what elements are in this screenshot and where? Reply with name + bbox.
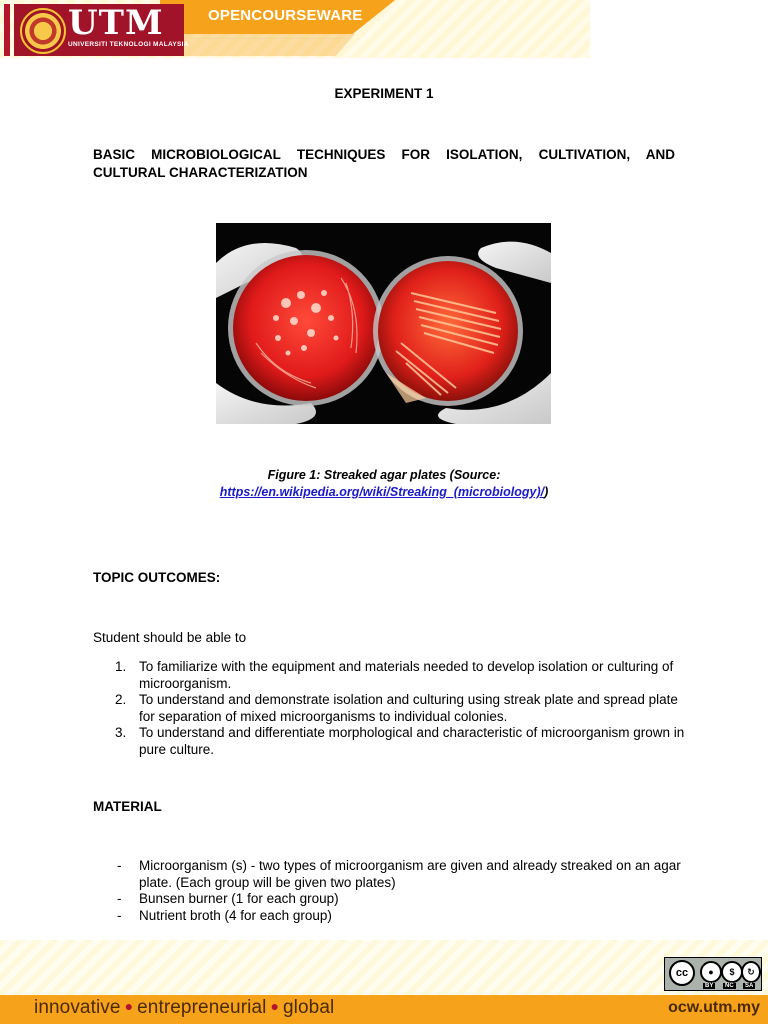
list-item-text: To understand and differentiate morphological and characteristic of microorganism grown in pure culture. bbox=[139, 725, 685, 757]
slogan-entrepreneurial: entrepreneurial bbox=[137, 997, 267, 1018]
list-item-text: Microorganism (s) - two types of microorganism are given and already streaked on an agar plate. (Each group will be given two plates) bbox=[139, 858, 681, 890]
license-nc-label: NC bbox=[725, 983, 734, 989]
document-title: EXPERIMENT 1 bbox=[334, 86, 434, 101]
material-heading: MATERIAL bbox=[93, 799, 162, 814]
list-item-bullet: - bbox=[117, 891, 122, 907]
agar-plates-illustration bbox=[216, 223, 551, 424]
bullet-dot-icon: ● bbox=[124, 998, 134, 1014]
cc-icon: cc bbox=[669, 960, 695, 986]
utm-logo-subtext: UNIVERSITI TEKNOLOGI MALAYSIA bbox=[68, 41, 189, 48]
noncommercial-icon: $ bbox=[721, 961, 743, 983]
list-item-number: 3. bbox=[115, 725, 127, 741]
document-subtitle: BASIC MICROBIOLOGICAL TECHNIQUES FOR ISOLATION, CULTIVATION, AND CULTURAL CHARACTERIZATION bbox=[93, 147, 675, 180]
agar-plates-photo bbox=[216, 223, 551, 424]
outcomes-heading: TOPIC OUTCOMES: bbox=[93, 570, 221, 585]
list-item bbox=[93, 725, 693, 758]
footer-site-link[interactable]: ocw.utm.my bbox=[668, 999, 760, 1016]
list-item-text: Bunsen burner (1 for each group) bbox=[139, 891, 339, 907]
outcomes-intro: Student should be able to bbox=[93, 630, 247, 645]
outcomes-list bbox=[93, 659, 693, 759]
page-header bbox=[0, 0, 590, 58]
utm-emblem-icon bbox=[20, 8, 66, 54]
list-item-bullet: - bbox=[117, 907, 122, 923]
list-item-text: To familiarize with the equipment and materials needed to develop isolation or culturing of microorganism. bbox=[139, 659, 674, 691]
header-accent-bar bbox=[4, 4, 10, 56]
list-item-number: 1. bbox=[115, 659, 127, 674]
list-item bbox=[93, 858, 693, 891]
figure-source-line bbox=[0, 484, 768, 501]
attribution-icon: ● bbox=[700, 961, 722, 983]
list-item bbox=[93, 908, 693, 925]
slogan-innovative: innovative bbox=[34, 997, 121, 1018]
list-item-text: Nutrient broth (4 for each group) bbox=[139, 907, 332, 923]
list-item-number: 2. bbox=[115, 692, 127, 708]
opencourseware-label: OPENCOURSEWARE bbox=[208, 7, 363, 24]
materials-list bbox=[93, 858, 693, 924]
cc-license-badge[interactable] bbox=[664, 957, 762, 991]
banner-shadow bbox=[160, 34, 355, 56]
figure-caption bbox=[0, 467, 768, 501]
utm-logo-text: UTM bbox=[68, 3, 164, 43]
list-item bbox=[93, 659, 693, 692]
figure-link-suffix: ) bbox=[544, 485, 549, 499]
footer-bar bbox=[0, 995, 768, 1024]
bullet-dot-icon: ● bbox=[270, 998, 279, 1014]
figure-source-link[interactable]: https://en.wikipedia.org/wiki/Streaking_(microbiology)/ bbox=[219, 485, 545, 499]
sharealike-icon: ↻ bbox=[741, 961, 761, 983]
list-item bbox=[93, 692, 693, 725]
slogan-global: global bbox=[283, 997, 335, 1018]
figure-caption-text: Figure 1: Streaked agar plates (Source: bbox=[267, 468, 501, 482]
license-sa-label: SA bbox=[745, 983, 754, 989]
list-item-text: To understand and demonstrate isolation and culturing using streak plate and spread plate for separation of mixed microorganisms to individual colonies. bbox=[139, 692, 678, 724]
list-item bbox=[93, 891, 693, 908]
footer-background bbox=[0, 940, 768, 995]
license-by-label: BY bbox=[705, 983, 714, 989]
list-item-bullet: - bbox=[117, 858, 122, 873]
footer-slogan bbox=[34, 997, 334, 1019]
